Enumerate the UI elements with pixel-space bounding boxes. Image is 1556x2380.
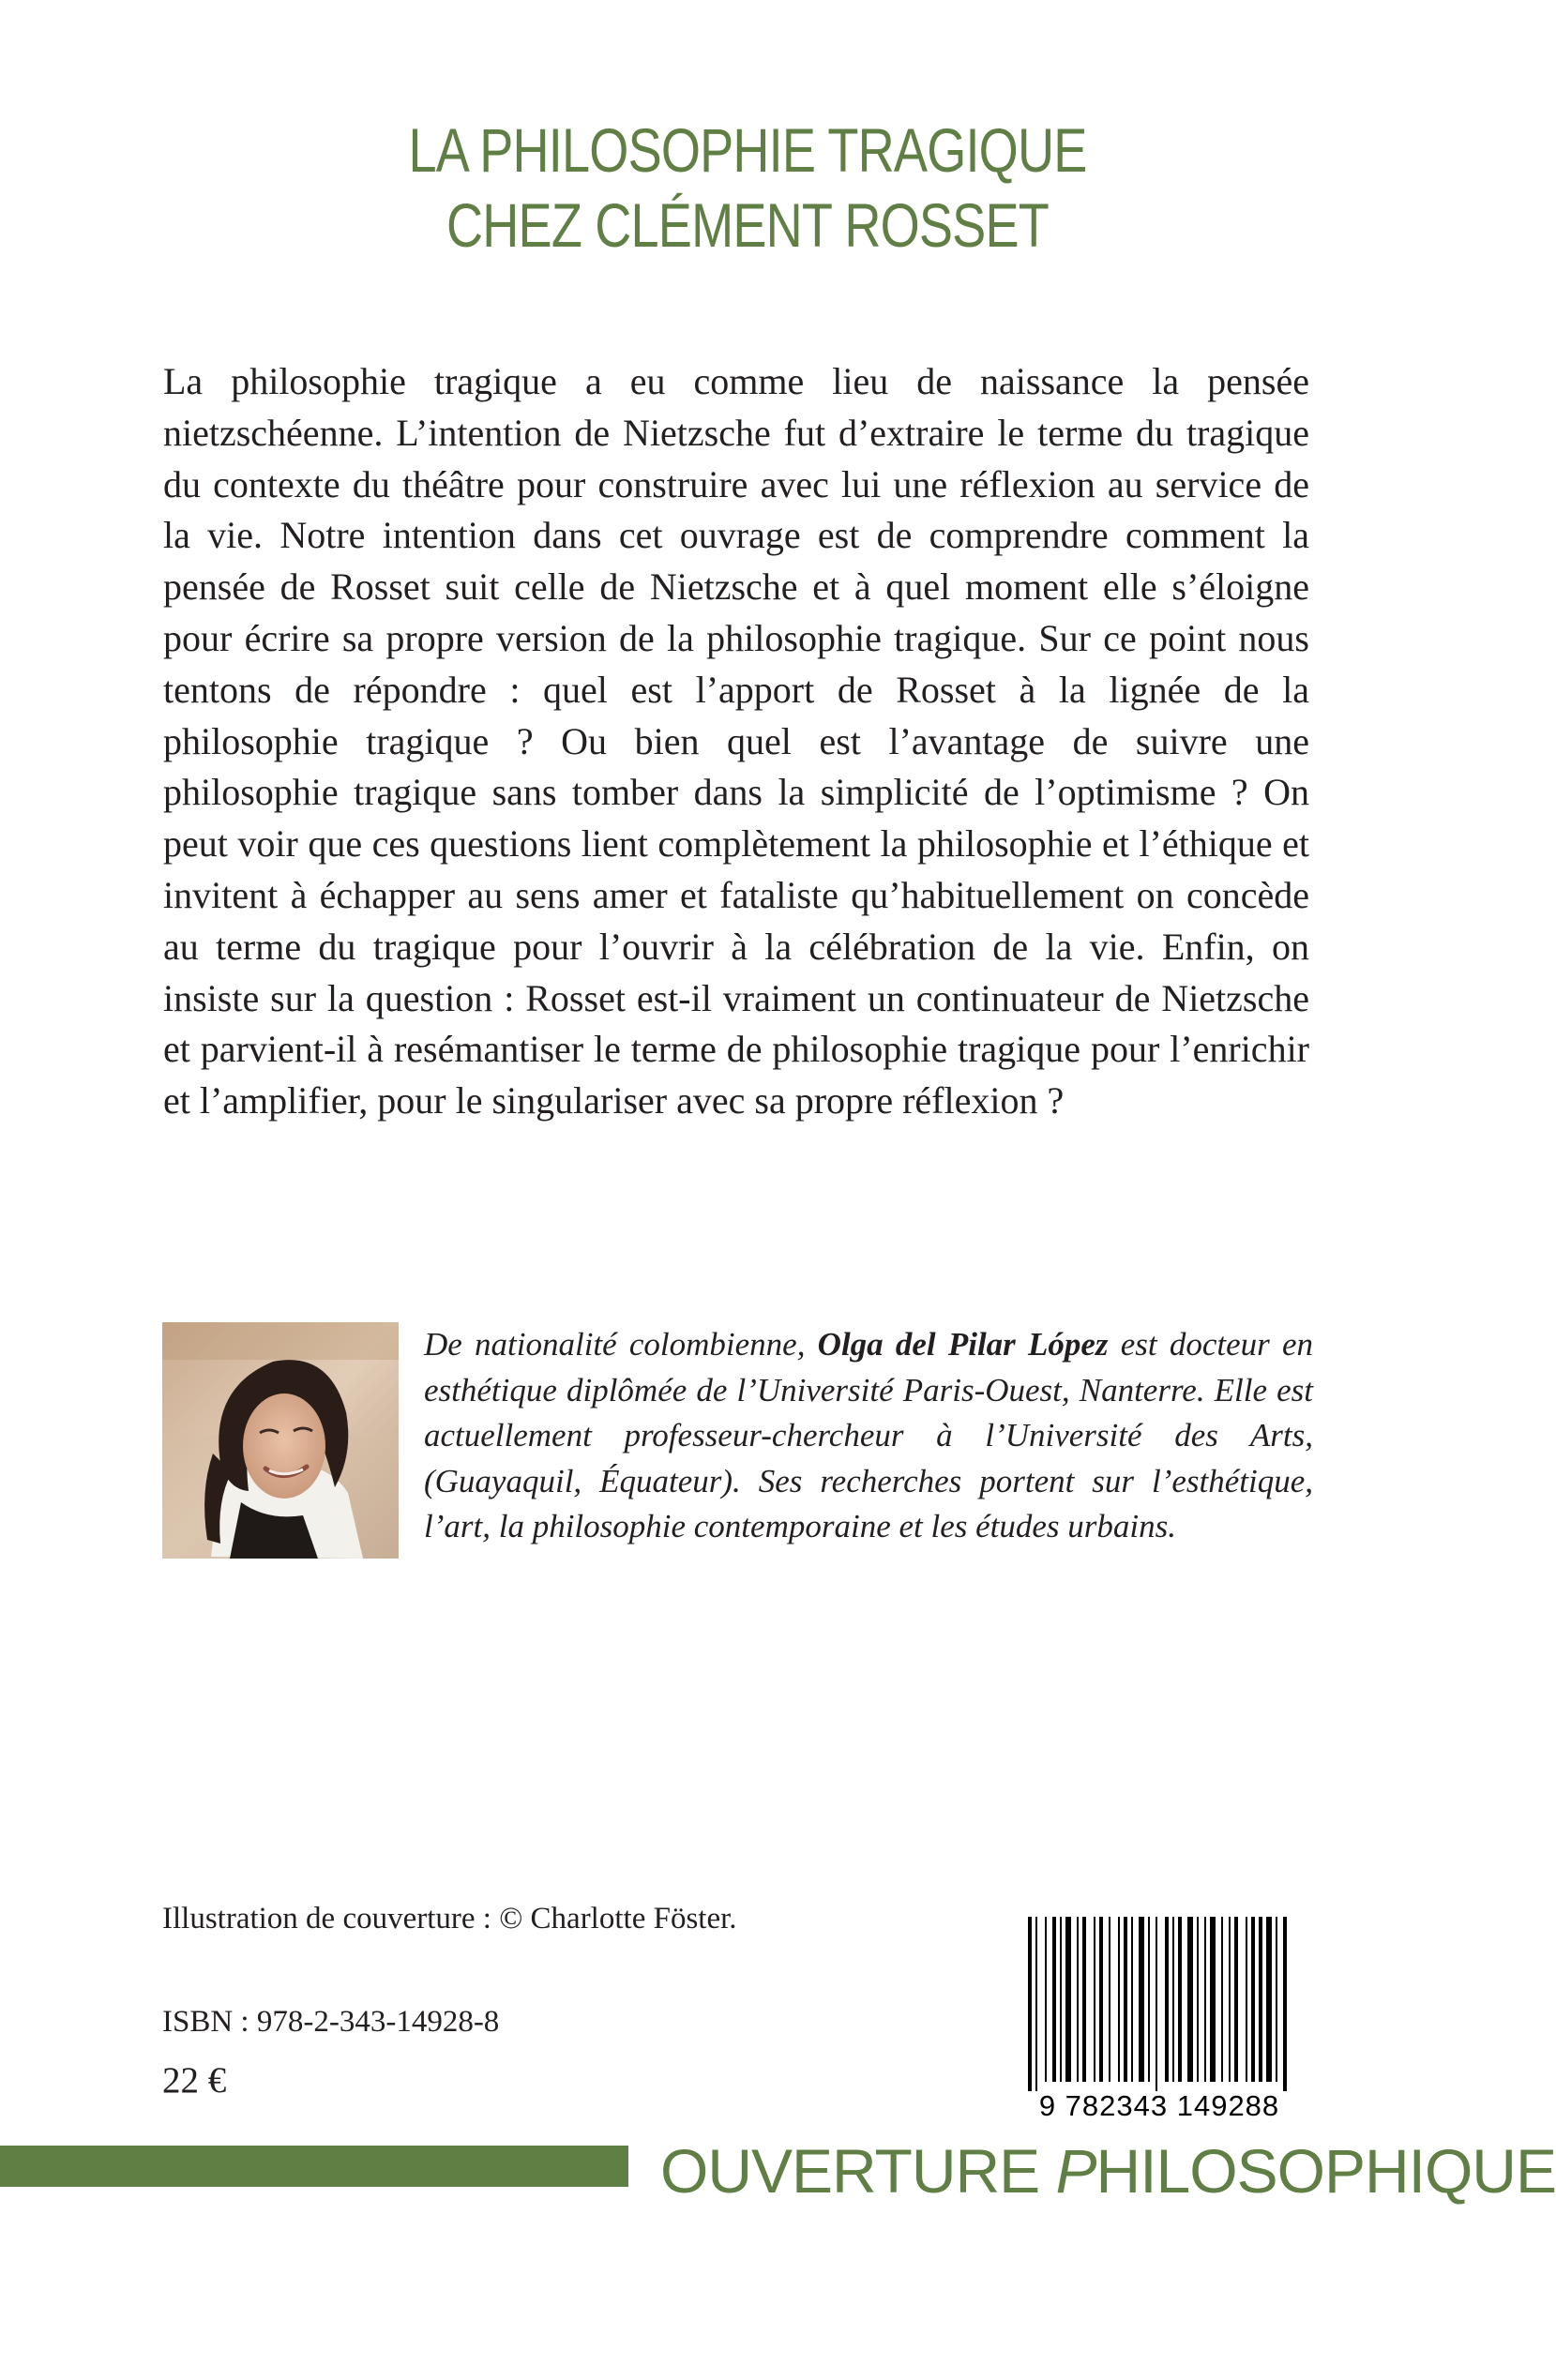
- barcode-bar: [1045, 1917, 1047, 2082]
- series-name-italic: P: [1055, 2136, 1096, 2206]
- series-color-bar: [0, 2146, 628, 2187]
- author-bio-rest: est docteur en esthétique diplômée de l’Université Paris-Ouest, Nanterre. Elle est actuellement professeur-chercheur à l’Université des Arts, (Guayaquil, Équateur). Ses recherches portent sur l’esthétique, l’art, la philosophie contemporaine et les études urbains.: [424, 1326, 1314, 1544]
- barcode-bar: [1118, 1917, 1120, 2082]
- barcode-bar: [1197, 1917, 1199, 2082]
- barcode-bar: [1210, 1917, 1216, 2082]
- barcode-bar: [1124, 1917, 1127, 2082]
- barcode-bar: [1109, 1917, 1110, 2082]
- barcode-bar: [1148, 1917, 1150, 2082]
- book-title: [134, 113, 1360, 263]
- barcode-bar: [1251, 1917, 1255, 2082]
- series-name-rest: HILOSOPHIQUE: [1095, 2136, 1556, 2206]
- author-photo: [162, 1322, 399, 1559]
- barcode-bar: [1060, 1917, 1062, 2082]
- barcode-bar: [1082, 1917, 1086, 2082]
- barcode-bar: [1276, 1917, 1277, 2082]
- barcode-bar: [1156, 1917, 1157, 2091]
- barcode-bar: [1234, 1917, 1238, 2082]
- barcode-bar: [1028, 1917, 1032, 2091]
- barcode-bar: [1065, 1917, 1071, 2082]
- price: 22 €: [162, 2060, 227, 2101]
- barcode-bar: [1035, 1917, 1037, 2091]
- barcode-bar: [1283, 1917, 1287, 2091]
- barcode-bar: [1165, 1917, 1169, 2082]
- book-summary: La philosophie tragique a eu comme lieu de naissance la pensée nietzschéenne. L’intention de Nietzsche fut d’extraire le terme du tragique du contexte du théâtre pour construire avec lui une réflexion au service de la vie. Notre intention dans cet ouvrage est de comprendre comment la pensée de Rosset suit celle de Nietzsche et à quel moment elle s’éloigne pour écrire sa propre version de la philosophie tragique. Sur ce point nous tentons de répondre : quel est l’apport de Rosset à la lignée de la philosophie tragique ? Ou bien quel est l’avantage de suivre une philosophie tragique sans tomber dans la simplicité de l’optimisme ? On peut voir que ces questions lient complètement la philosophie et l’éthique et invitent à échapper au sens amer et fataliste qu’habituellement on concède au terme du tragique pour l’ouvrir à la célébration de la vie. Enfin, on insiste sur la question : Rosset est-il vraiment un continuateur de Nietzsche et parvient-il à resémantiser le terme de philosophie tragique pour l’enrichir et l’amplifier, pour le singulariser avec sa propre réflexion ?: [163, 360, 1309, 1122]
- series-name: [660, 2138, 1556, 2204]
- barcode-bar: [1229, 1917, 1231, 2082]
- barcode-bar: [1077, 1917, 1079, 2082]
- isbn-barcode: [1022, 1917, 1296, 2121]
- author-bio-intro: De nationalité colombienne,: [424, 1326, 818, 1363]
- barcode-bar: [1139, 1917, 1144, 2082]
- barcode-bar: [1187, 1917, 1193, 2082]
- barcode-bar: [1204, 1917, 1206, 2082]
- barcode-bar: [1178, 1917, 1182, 2082]
- barcode-bar: [1099, 1917, 1103, 2082]
- barcode-digits: 9 782343 149288: [1038, 2089, 1280, 2122]
- barcode-bar: [1094, 1917, 1095, 2082]
- barcode-bar: [1266, 1917, 1272, 2082]
- barcode-bar: [1172, 1917, 1174, 2082]
- barcode-bar: [1131, 1917, 1133, 2082]
- series-name-upright: OUVERTURE: [660, 2136, 1056, 2206]
- barcode-bar: [1246, 1917, 1247, 2082]
- book-title-line-2: CHEZ CLÉMENT ROSSET: [446, 190, 1049, 260]
- barcode-bar: [1052, 1917, 1056, 2082]
- barcode-bar: [1221, 1917, 1223, 2082]
- author-name: Olga del Pilar López: [817, 1326, 1109, 1363]
- cover-illustration-credit: Illustration de couverture : © Charlotte Föster.: [162, 1902, 737, 1936]
- barcode-bar: [1259, 1917, 1262, 2082]
- isbn: ISBN : 978-2-343-14928-8: [162, 2005, 500, 2039]
- book-title-line-1: LA PHILOSOPHIE TRAGIQUE: [408, 115, 1087, 185]
- author-bio: [424, 1322, 1313, 1550]
